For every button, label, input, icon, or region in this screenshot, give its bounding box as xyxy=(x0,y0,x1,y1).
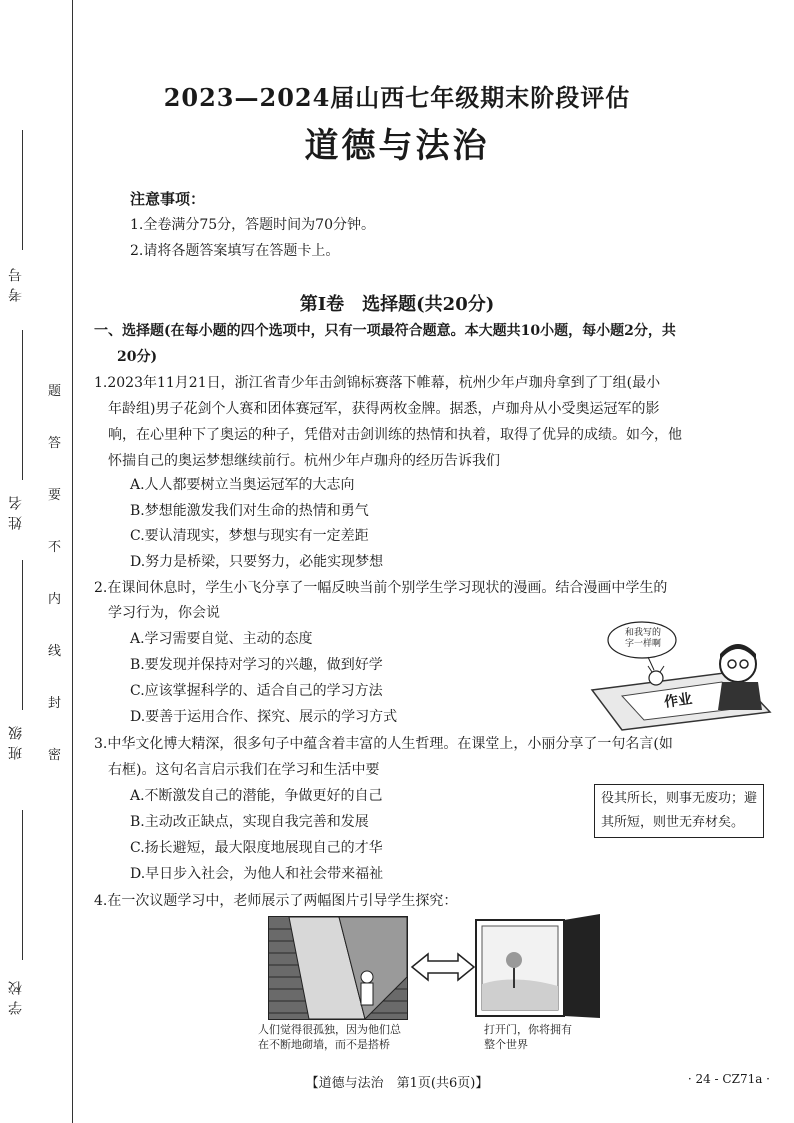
seal-char: 题 xyxy=(48,384,62,399)
section-heading: 第Ⅰ卷 选择题(共20分) xyxy=(299,294,495,315)
question-2-text: 学习行为，你会说 xyxy=(108,605,220,621)
class-underline xyxy=(22,560,23,710)
exam-title: 2023—2024届山西七年级期末阶段评估 xyxy=(163,83,631,112)
cartoon-book-text: 作业 xyxy=(663,691,694,711)
question-2-option-c: C.应该掌握科学的、适合自己的学习方法 xyxy=(130,683,383,699)
door-caption-line: 整个世界 xyxy=(484,1038,528,1051)
study-cartoon xyxy=(582,620,772,732)
question-2-option-a: A.学习需要自觉、主动的态度 xyxy=(130,631,313,647)
question-1-option-c: C.要认清现实，梦想与现实有一定差距 xyxy=(130,528,369,544)
question-1-option-b: B.梦想能激发我们对生命的热情和勇气 xyxy=(130,503,369,519)
question-2-option-b: B.要发现并保持对学习的兴趣，做到好学 xyxy=(130,657,383,673)
exam-number-label: 考号 xyxy=(8,262,24,302)
cartoon-bubble-text xyxy=(614,628,672,650)
cartoon-bubble-line: 字一样啊 xyxy=(624,639,661,649)
subject-title: 道德与法治 xyxy=(304,126,490,166)
double-arrow-icon xyxy=(410,952,476,982)
question-3-option-b: B.主动改正缺点，实现自我完善和发展 xyxy=(130,814,369,830)
section-instruction-cont: 20分) xyxy=(117,349,158,365)
seal-char: 答 xyxy=(48,436,62,451)
section-instruction: 一、选择题(在每小题的四个选项中，只有一项最符合题意。本大题共10小题，每小题2分，共 xyxy=(94,323,676,339)
notes-item: 2.请将各题答案填写在答题卡上。 xyxy=(130,243,340,259)
question-1-option-d: D.努力是桥梁，只要努力，必能实现梦想 xyxy=(130,554,384,570)
quote-box xyxy=(594,784,764,838)
notes-block xyxy=(130,186,375,264)
notes-heading: 注意事项： xyxy=(130,190,206,208)
door-caption-line: 打开门，你将拥有 xyxy=(484,1023,572,1036)
door-caption xyxy=(484,1022,572,1052)
school-label: 学校 xyxy=(8,975,24,1015)
question-3-option-a: A.不断激发自己的潜能，争做更好的自己 xyxy=(130,788,383,804)
seal-char: 内 xyxy=(48,592,62,607)
question-1-text: 响，在心里种下了奥运的种子，凭借对击剑训练的热情和执着，取得了优异的成绩。如今，他 xyxy=(108,427,682,443)
notes-item: 1.全卷满分75分，答题时间为70分钟。 xyxy=(130,217,375,233)
question-4-text: 4.在一次议题学习中，老师展示了两幅图片引导学生探究： xyxy=(94,893,458,909)
binding-line xyxy=(72,0,73,1123)
wall-caption xyxy=(258,1022,401,1052)
seal-line-notice xyxy=(48,380,70,796)
cartoon-bubble-line: 和我写的 xyxy=(624,628,661,638)
name-label: 姓名 xyxy=(8,490,24,530)
seal-char: 不 xyxy=(48,540,62,555)
question-1-text: 1.2023年11月21日，浙江省青少年击剑锦标赛落下帷幕，杭州少年卢珈舟拿到了丁组(最小 xyxy=(94,375,661,391)
wall-picture xyxy=(268,916,408,1020)
page-footer: 【道德与法治 第1页(共6页)】 xyxy=(305,1076,489,1091)
exam-code: · 24 - CZ71a · xyxy=(687,1072,770,1086)
seal-char: 线 xyxy=(48,644,62,659)
question-1-text: 怀揣自己的奥运梦想继续前行。杭州少年卢珈舟的经历告诉我们 xyxy=(108,453,500,469)
class-label: 班级 xyxy=(8,720,24,760)
door-picture xyxy=(474,914,604,1018)
seal-char: 封 xyxy=(48,696,62,711)
wall-caption-line: 人们觉得很孤独，因为他们总 xyxy=(258,1023,401,1036)
question-3-text: 3.中华文化博大精深，很多句子中蕴含着丰富的人生哲理。在课堂上，小丽分享了一句名言(如 xyxy=(94,736,673,752)
question-2-option-d: D.要善于运用合作、探究、展示的学习方式 xyxy=(130,709,398,725)
question-3-text: 右框)。这句名言启示我们在学习和生活中要 xyxy=(108,762,380,778)
question-3-option-d: D.早日步入社会，为他人和社会带来福祉 xyxy=(130,866,384,882)
quote-line: 役其所长，则事无废功；避 xyxy=(601,791,758,806)
quote-line: 其所短，则世无弃材矣。 xyxy=(601,815,745,830)
question-3-option-c: C.扬长避短，最大限度地展现自己的才华 xyxy=(130,840,383,856)
question-1-option-a: A.人人都要树立当奥运冠军的大志向 xyxy=(130,477,355,493)
seal-char: 要 xyxy=(48,488,62,503)
seal-char: 密 xyxy=(48,748,62,763)
wall-caption-line: 在不断地砌墙，而不是搭桥 xyxy=(258,1038,390,1051)
question-1-text: 年龄组)男子花剑个人赛和团体赛冠军，获得两枚金牌。据悉，卢珈舟从小受奥运冠军的影 xyxy=(108,401,660,417)
name-underline xyxy=(22,330,23,480)
question-2-text: 2.在课间休息时，学生小飞分享了一幅反映当前个别学生学习现状的漫画。结合漫画中学生的 xyxy=(94,580,668,596)
school-underline xyxy=(22,810,23,960)
